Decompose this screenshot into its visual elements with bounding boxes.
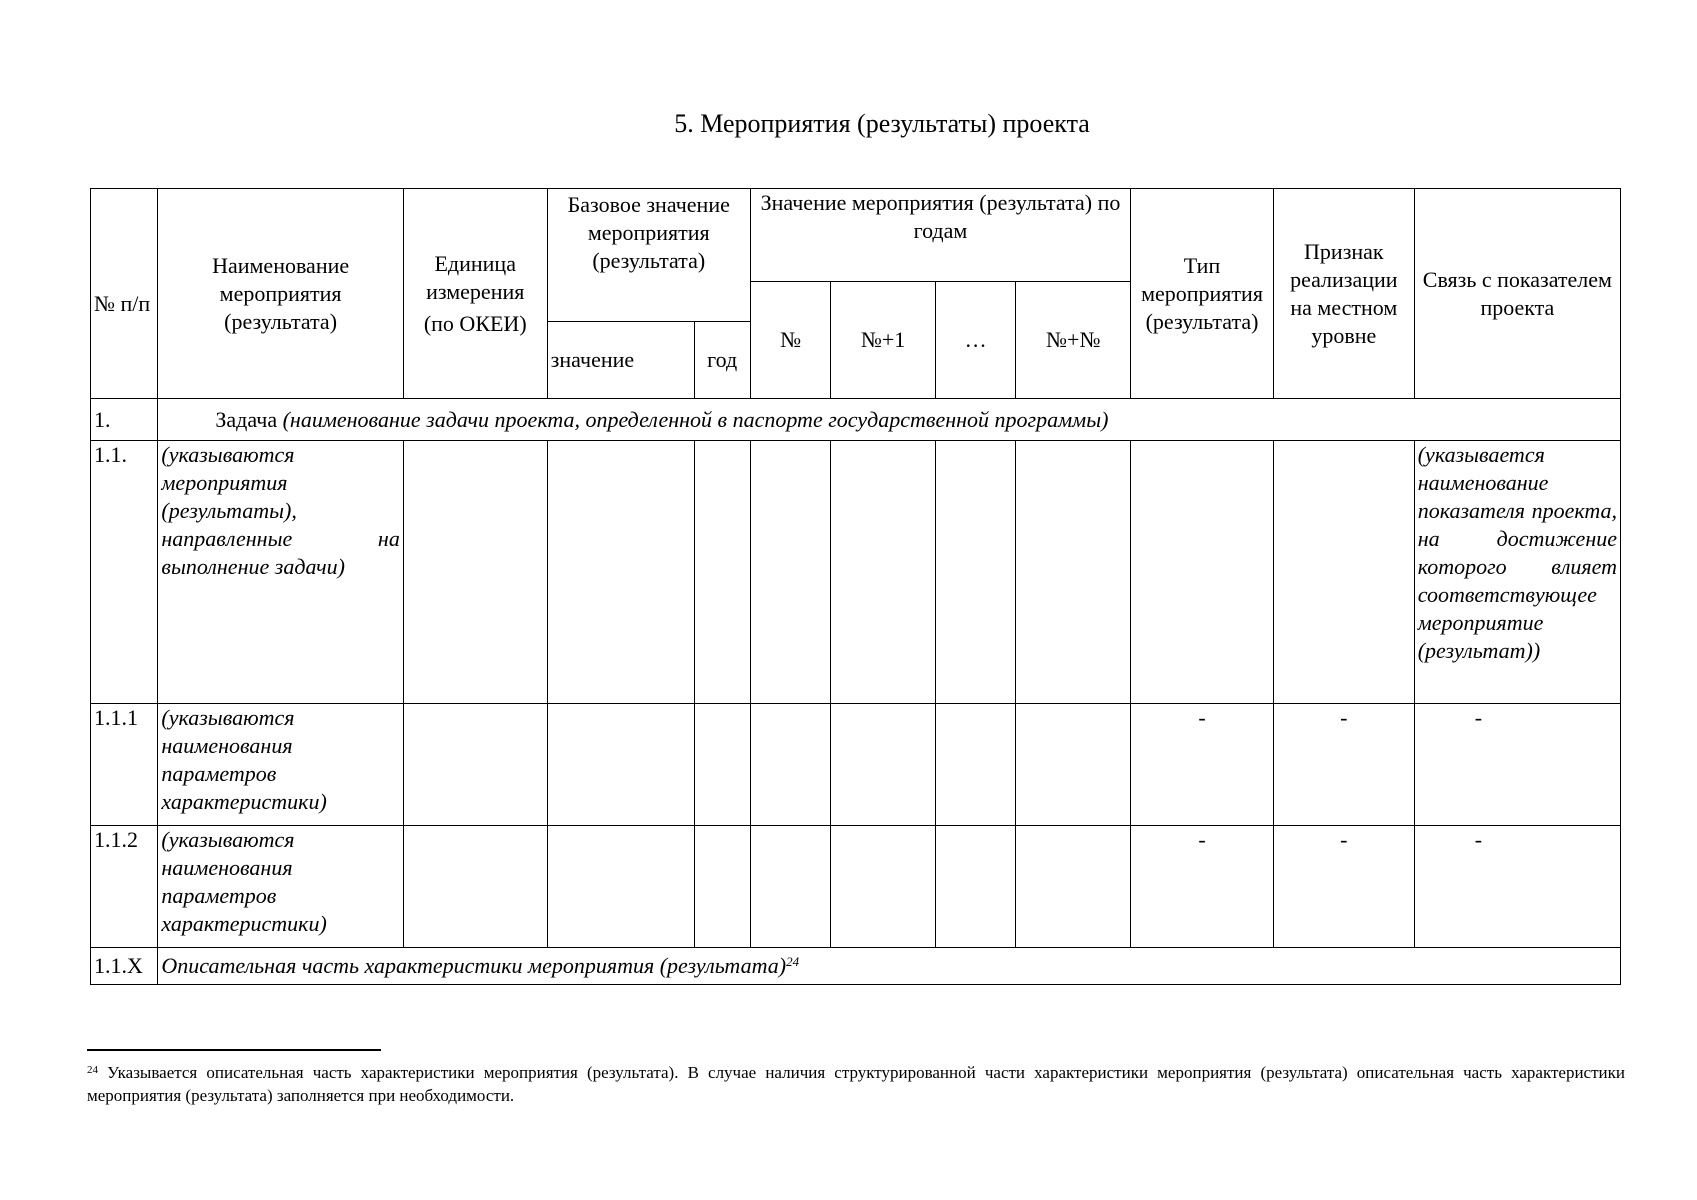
- row-name: (указываются наименования параметров характеристики): [158, 826, 403, 948]
- row-link: (указывается наименование показателя проекта, на достижение которого влияет соответствующее мероприятие (результат)): [1414, 441, 1620, 704]
- footnote-ref[interactable]: 24: [786, 954, 800, 969]
- row-num: 1.1.: [91, 441, 158, 704]
- header-base-year: год: [694, 322, 750, 399]
- row-name: (указываются наименования параметров характеристики): [158, 704, 403, 826]
- header-year-nn: №+№: [1016, 282, 1131, 399]
- results-table: [90, 188, 1621, 985]
- table-row: [91, 704, 1621, 826]
- footnote-mark: 24: [87, 1064, 98, 1076]
- row-num: 1.1.1: [91, 704, 158, 826]
- row-name: (указываются мероприятия (результаты), направленные на выполнение задачи): [158, 441, 403, 704]
- header-num: № п/п: [91, 189, 158, 399]
- header-year-n: №: [750, 282, 830, 399]
- header-year-dots: …: [935, 282, 1015, 399]
- row-num: 1.1.X: [91, 948, 158, 985]
- header-by-years: Значение мероприятия (результата) по годам: [750, 189, 1130, 282]
- task-cell: Задача (наименование задачи проекта, определенной в паспорте государственной программы): [158, 399, 1621, 441]
- row-local: -: [1273, 704, 1414, 826]
- row-type: -: [1131, 704, 1274, 826]
- table-row: [91, 948, 1621, 985]
- row-local: -: [1273, 826, 1414, 948]
- page-title: 5. Мероприятия (результаты) проекта: [674, 109, 1090, 138]
- header-unit: Единица измерения (по ОКЕИ): [403, 189, 547, 399]
- header-name: Наименование мероприятия (результата): [158, 189, 403, 399]
- row-num: 1.1.2: [91, 826, 158, 948]
- row-link: -: [1414, 704, 1620, 826]
- row-link: -: [1414, 826, 1620, 948]
- table-row: [91, 399, 1621, 441]
- footnote: $^{24}$ Указывается описательная часть характеристики мероприятия (результата). В случае наличия структурированной части характеристики мероприятия (результата) описательная часть характеристики мероприятия (результата) заполняется при необходимости.: [87, 1063, 1625, 1105]
- header-link: Связь с показателем проекта: [1414, 189, 1620, 399]
- footnote-divider: [87, 1049, 381, 1051]
- header-year-n1: №+1: [831, 282, 936, 399]
- description-cell: Описательная часть характеристики мероприятия (результата)$^{24}$: [158, 948, 1621, 985]
- row-num: 1.: [91, 399, 158, 441]
- header-local: Признак реализации на местном уровне: [1273, 189, 1414, 399]
- header-base: Базовое значение мероприятия (результата): [547, 189, 750, 322]
- table-row: [91, 826, 1621, 948]
- table-row: [91, 441, 1621, 704]
- row-type: -: [1131, 826, 1274, 948]
- header-type: Тип мероприятия (результата): [1131, 189, 1274, 399]
- header-base-value: значение: [547, 322, 694, 399]
